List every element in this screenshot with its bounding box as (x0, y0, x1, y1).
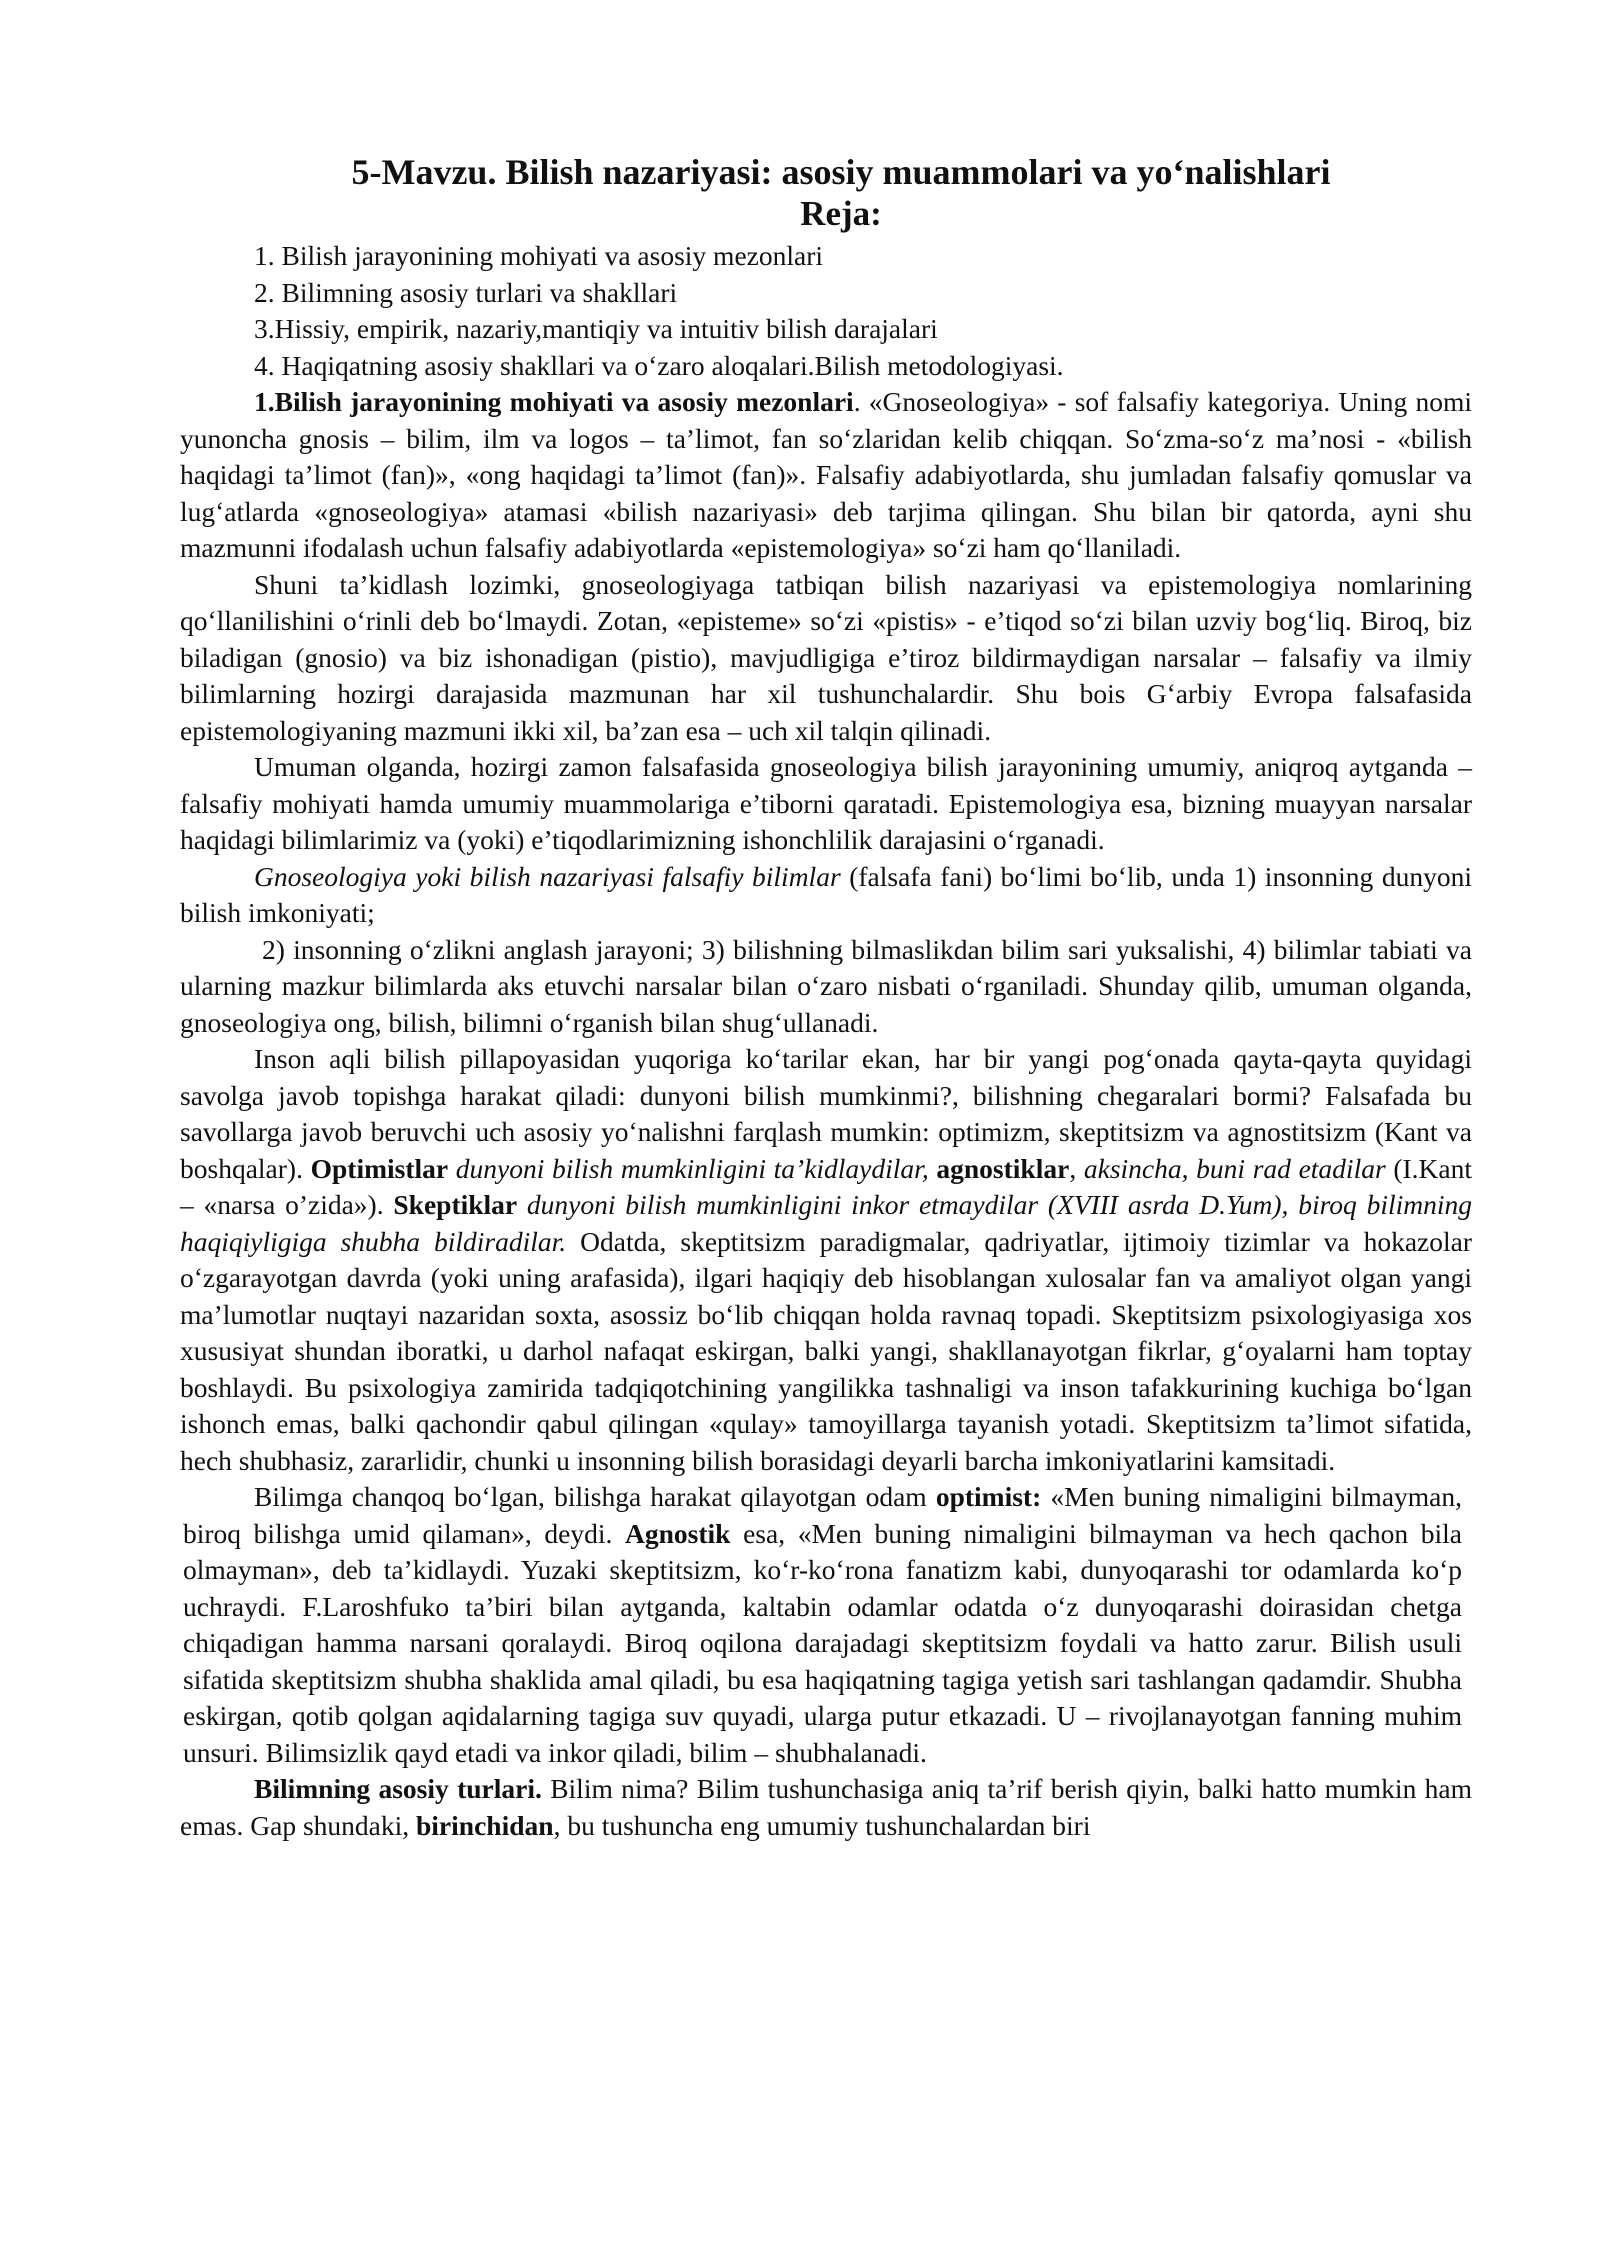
bold-term-skeptics: Skeptiklar (393, 1189, 518, 1220)
paragraph-text: . «Gnoseologiya» - sof falsafiy kategoriya. Uning nomi yunoncha gnosis – bilim, ilm va logos – ta’limot, fan so‘zlaridan kelib chiqqan. So‘zma-so‘z ma’nosi - «bilish haqidagi ta’limot (fan)», «ong haqidagi ta’limot (fan)». Falsafiy adabiyotlarda, shu jumladan falsafiy qomuslar va lug‘atlarda «gnoseologiya» atamasi «bilish nazariyasi» deb tarjima qilingan. Shu bilan bir qatorda, ayni shu mazmunni ifodalash uchun falsafiy adabiyotlarda «epistemologiya» so‘zi ham qo‘llaniladi. (180, 386, 1472, 563)
paragraph-text: «Men buning nimaligini bilmayman, biroq bilishga umid qilaman», deydi. (183, 1481, 1462, 1549)
paragraph-text: (I.Kant – «narsa o’zida»). (180, 1152, 1472, 1220)
plan-item-4: 4. Haqiqatning asosiy shakllari va o‘zaro aloqalari.Bilish metodologiyasi. (254, 349, 1064, 381)
document-title: 5-Mavzu. Bilish nazariyasi: asosiy muammolari va yo‘nalishlari (351, 152, 1331, 192)
italic-text: aksincha, buni rad etadilar (1083, 1152, 1386, 1184)
paragraph-text: Odatda, skeptitsizm paradigmalar, qadriyatlar, ijtimoiy tizimlar va hokazolar o‘zgarayotgan davrda (yoki uning arafasida), ilgari haqiqiy deb hisoblangan xulosalar fan va amaliyot olgan yangi ma’lumotlar nuqtayi nazaridan soxta, asossiz bo‘lib chiqqan holda ravnaq topadi. Skeptitsizm psixologiyasiga xos xususiyat shundan iboratki, u darhol nafaqat eskirgan, balki yangi, shakllanayotgan fikrlar, g‘oyalarni ham toptay boshlaydi. Bu psixologiya zamirida tadqiqotchining yangilikka tashnaligi va inson tafakkurining kuchiga bo‘lgan ishonch emas, balki qachondir qabul qilingan «qulay» tamoyillarga tayanish yotadi. Skeptitsizm ta’limot sifatida, hech shubhasiz, zararlidir, chunki u insonning bilish borasidagi deyarli barcha imkoniyatlarini kamsitadi. (180, 1225, 1472, 1476)
bold-term-agnostics: agnostiklar (936, 1152, 1070, 1184)
bold-term-agnostic: Agnostik (625, 1517, 731, 1549)
paragraph-epistemology-note: Shuni ta’kidlash lozimki, gnoseologiyaga tatbiqan bilish nazariyasi va epistemologiya nomlarining qo‘llanilishini o‘rinli deb bo‘lmaydi. Zotan, «episteme» so‘zi «pistis» - e’tiqod so‘zi bilan uzviy bog‘liq. Biroq, biz biladigan (gnosio) va biz ishonadigan (pistio), mavjudligiga e’tiroz bildirmaydigan narsalar – falsafiy va ilmiy bilimlarning hozirgi darajasida mazmunan har xil tushunchalardir. Shu bois G‘arbiy Evropa falsafasida epistemologiyaning mazmuni ikki xil, ba’zan esa – uch xil talqin qilinadi. (180, 568, 1472, 746)
bold-term-optimist: optimist: (935, 1481, 1042, 1512)
plan-heading: Reja: (800, 194, 882, 233)
italic-text: dunyoni bilish mumkinligini inkor etmaydilar (XVIII asrda D.Yum), biroq bilimning haqiqiyligiga shubha bildiradilar. (180, 1189, 1472, 1257)
paragraph-gnoseology-definition (180, 384, 1472, 567)
bold-term-first: birinchidan (416, 1809, 554, 1841)
paragraph-scope-continued: 2) insonning o‘zlikni anglash jarayoni; 3) bilishning bilmaslikdan bilim sari yuksalishi, 4) bilimlar tabiati va ularning mazkur bilimlarda aks etuvchi narsalar bilan o‘zaro nisbati o‘rganiladi. Shunday qilib, umuman olganda, gnoseologiya ong, bilish, bilimni o‘rganish bilan shug‘ullanadi. (180, 933, 1472, 1038)
plan-item-3: 3.Hissiy, empirik, nazariy,mantiqiy va intuitiv bilish darajalari (254, 313, 938, 344)
paragraph-optimism-skepticism (180, 1041, 1472, 1479)
italic-term: Gnoseologiya yoki bilish nazariyasi falsafiy bilimlar (254, 860, 841, 892)
bold-term-optimists: Optimistlar (310, 1152, 449, 1184)
paragraph-text: Bilim nima? Bilim tushunchasiga aniq ta’rif berish qiyin, balki hatto mumkin ham emas. Gap shundaki, (180, 1773, 1472, 1841)
paragraph-knowledge-types (180, 1771, 1472, 1844)
paragraph-text: , (1069, 1152, 1084, 1184)
section-heading-knowledge-types: Bilimning asosiy turlari. (254, 1773, 542, 1804)
italic-text: dunyoni bilish mumkinligini ta’kidlaydilar, (448, 1152, 929, 1184)
paragraph-text: (falsafa fani) bo‘limi bo‘lib, unda 1) insonning dunyoni bilish imkoniyati; (180, 860, 1472, 928)
plan-list (180, 238, 1472, 384)
paragraph-optimist-agnostic (180, 1479, 1472, 1771)
section-heading-1: 1.Bilish jarayonining mohiyati va asosiy mezonlari (254, 386, 854, 417)
paragraph-text: , bu tushuncha eng umumiy tushunchalardan biri (553, 1809, 1091, 1841)
paragraph-gnoseology-scope (180, 859, 1472, 932)
paragraph-text: Inson aqli bilish pillapoyasidan yuqoriga ko‘tarilar ekan, har bir yangi pog‘onada qayta-qayta quyidagi savolga javob topishga harakat qiladi: dunyoni bilish mumkinmi?, bilishning chegaralari bormi? Falsafada bu savollarga javob beruvchi uch asosiy yo‘nalishni farqlash mumkin: optimizm, skeptitsizm va agnostitsizm (Kant va boshqalar). (180, 1043, 1472, 1184)
plan-item-2: 2. Bilimning asosiy turlari va shakllari (254, 276, 678, 308)
paragraph-text: esa, «Men buning nimaligini bilmayman va hech qachon bila olmayman», deb ta’kidlaydi. Yuzaki skeptitsizm, ko‘r-ko‘rona fanatizm kabi, dunyoqarashi tor odamlarda ko‘p uchraydi. F.Laroshfuko ta’biri bilan aytganda, kaltabin odamlar odatda o‘z dunyoqarashi doirasidan chetga chiqadigan hamma narsani qoralaydi. Biroq oqilona darajadagi skeptitsizm foydali va hatto zarur. Bilish usuli sifatida skeptitsizm shubha shaklida amal qiladi, bu esa haqiqatning tagiga yetish sari tashlangan qadamdir. Shubha eskirgan, qotib qolgan aqidalarning tagiga suv quyadi, ularga putur etkazadi. U – rivojlanayotgan fanning muhim unsuri. Bilimsizlik qayd etadi va inkor qiladi, bilim – shubhalanadi. (183, 1517, 1462, 1768)
paragraph-text: Bilimga chanqoq bo‘lgan, bilishga harakat qilayotgan odam (254, 1481, 936, 1512)
plan-item-1: 1. Bilish jarayonining mohiyati va asosiy mezonlari (254, 240, 824, 271)
paragraph-modern-philosophy: Umuman olganda, hozirgi zamon falsafasida gnoseologiya bilish jarayonining umumiy, aniqroq aytganda – falsafiy mohiyati hamda umumiy muammolariga e’tiborni qaratadi. Epistemologiya esa, bizning muayyan narsalar haqidagi bilimlarimiz va (yoki) e’tiqodlarimizning ishonchlilik darajasini o‘rganadi. (180, 751, 1472, 855)
